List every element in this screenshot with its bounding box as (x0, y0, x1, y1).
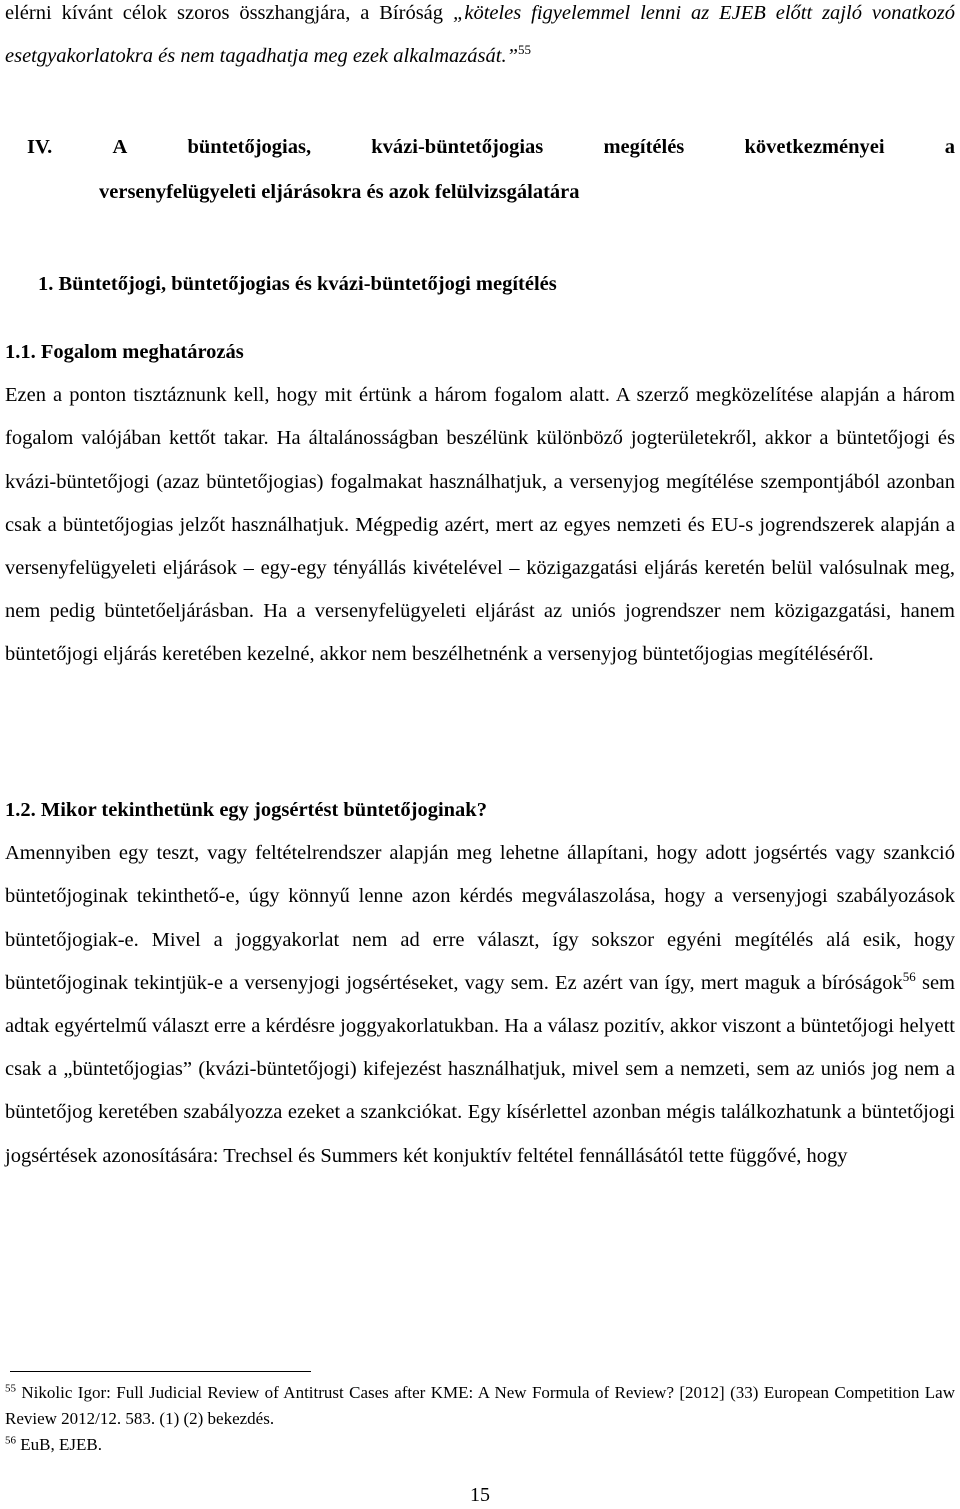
section-heading: 1. Büntetőjogi, büntetőjogias és kvázi-büntetőjogi megítélés (38, 273, 557, 295)
intro-quote: „köteles figyelemmel lenni az EJEB előtt zajló vonatkozó esetgyakorlatokra és nem tagadhatja meg ezek alkalmazását.” (5, 2, 955, 68)
footnote-text: EuB, EJEB. (20, 1435, 102, 1454)
subsection-heading: 1.1. Fogalom meghatározás (5, 341, 244, 363)
subsection-paragraph (5, 832, 955, 1178)
chapter-word: a (944, 136, 955, 158)
subsection-heading: 1.2. Mikor tekinthetünk egy jogsértést büntetőjoginak? (5, 799, 487, 821)
footnote-ref-56[interactable]: 56 (902, 968, 916, 984)
subsection-paragraph: Ezen a ponton tisztáznunk kell, hogy mit értünk a három fogalom alatt. A szerző megközelítése alapján a három fogalom valójában kettőt takar. Ha általánosságban beszélünk különböző jogterületekről, akkor a büntetőjogi és kvázi-büntetőjogi (azaz büntetőjogias) fogalmakat használhatjuk, a versenyjog megítélése szempontjából azonban csak a büntetőjogias jelzőt használhatjuk. Mégpedig azért, mert az egyes nemzeti és EU-s jogrendszerek alapján a versenyfelügyeleti eljárások – egy-egy tényállás kivételével – közigazgatási eljárás keretén belül valósulnak meg, nem pedig büntetőeljárásban. Ha a versenyfelügyeleti eljárást az uniós jogrendszer nem közigazgatási, hanem büntetőjogi eljárás keretében kezelné, akkor nem beszélhetnénk a versenyjog büntetőjogias megítéléséről. (5, 384, 955, 666)
chapter-heading-line2: versenyfelügyeleti eljárásokra és azok felülvizsgálatára (99, 181, 580, 203)
chapter-word: IV. (27, 136, 53, 158)
intro-paragraph (5, 0, 955, 78)
footnote-item (5, 1380, 955, 1432)
chapter-word: kvázi-büntetőjogias (371, 136, 544, 158)
paragraph-text: sem adtak egyértelmű választ erre a kérdésre joggyakorlatukban. Ha a válasz pozitív, akkor viszont a büntetőjogi helyett csak a „büntetőjogias” (kvázi-büntetőjogi) kifejezést használhatjuk, mivel sem a nemzeti, sem az uniós jog nem a büntetőjog keretében szabályozza ezeket a szankciókat. Egy kísérlettel azonban mégis találkozhatunk a büntetőjogi jogsértések azonosítására: Trechsel és Summers két konjuktív feltétel fennállásától tette függővé, hogy (5, 971, 955, 1167)
footnote-divider (10, 1371, 311, 1372)
footnote-item (5, 1432, 955, 1458)
paragraph-text: Amennyiben egy teszt, vagy feltételrendszer alapján meg lehetne állapítani, hogy adott jogsértés vagy szankció büntetőjoginak tekinthető-e, úgy könnyű lenne azon kérdés megválaszolása, hogy a versenyjogi szabályozások büntetőjogiak-e. Mivel a joggyakorlat nem ad erre választ, így sokszor egyéni megítélés alá esik, hogy büntetőjoginak tekintjük-e a versenyjogi jogsértéseket, vagy sem. Ez azért van így, mert maguk a bíróságok (5, 842, 955, 994)
footnote-text: Nikolic Igor: Full Judicial Review of Antitrust Cases after KME: A New Formula of Review? [2012] (33) European Competition Law Review 2012/12. 583. (1) (2) bekezdés. (5, 1383, 955, 1428)
chapter-word: A (112, 136, 128, 158)
chapter-heading-line1 (27, 125, 955, 170)
intro-text: elérni kívánt célok szoros összhangjára, a Bíróság (5, 2, 453, 24)
footnote-number: 56 (5, 1434, 16, 1447)
footnote-number: 55 (5, 1382, 16, 1395)
chapter-word: megítélés (603, 136, 685, 158)
chapter-heading (27, 125, 955, 215)
subsection-1-2 (5, 789, 955, 1178)
chapter-word: büntetőjogias, (187, 136, 312, 158)
footnote-ref-55[interactable]: 55 (517, 42, 531, 58)
subsection-1-1 (5, 331, 955, 677)
chapter-word: következményei (744, 136, 885, 158)
footnotes (5, 1380, 955, 1458)
page-number: 15 (470, 1484, 490, 1506)
